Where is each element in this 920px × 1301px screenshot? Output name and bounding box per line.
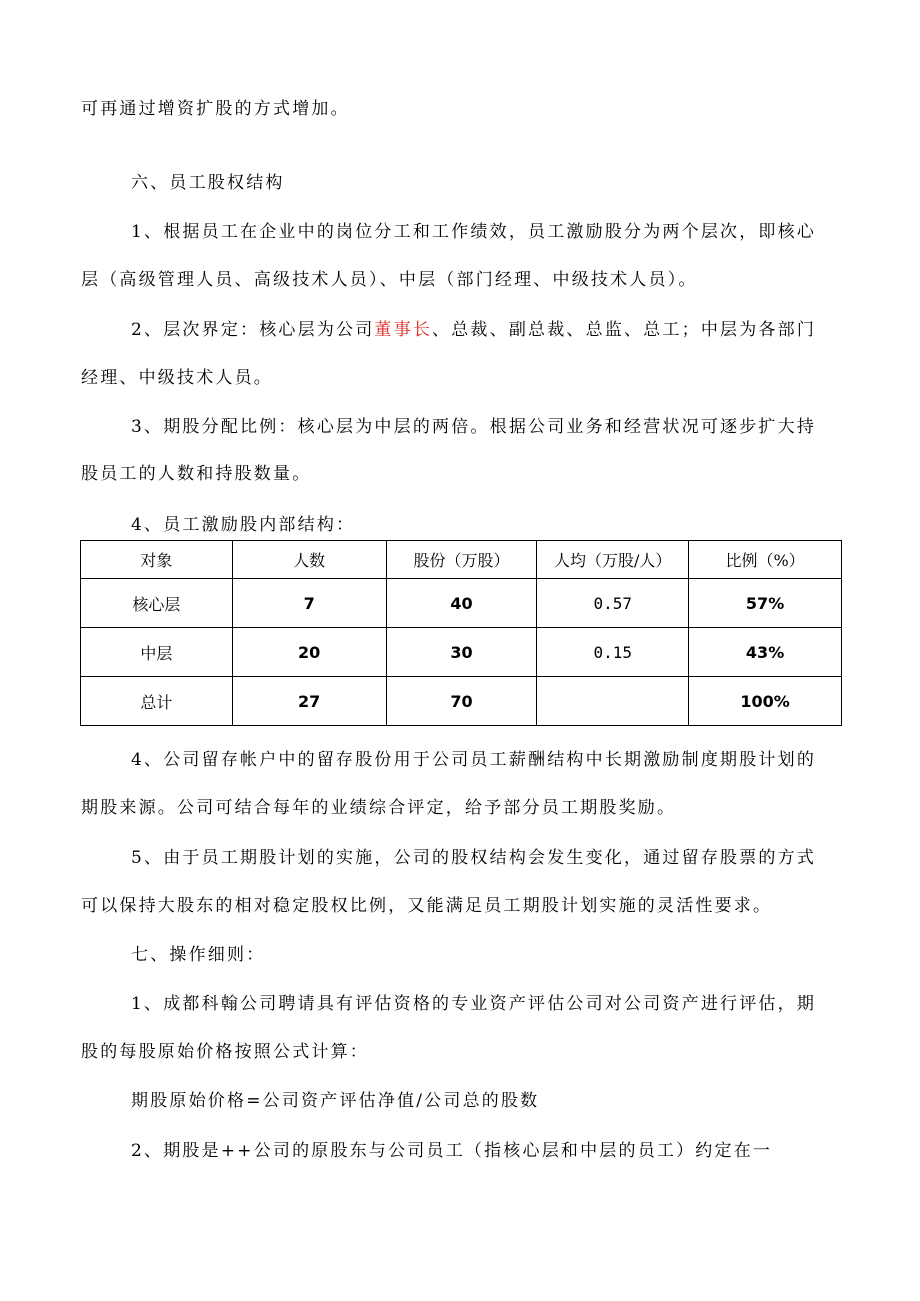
table-cell: 7 bbox=[232, 579, 386, 628]
paragraph-2-prefix: 2、层次界定：核心层为公司 bbox=[131, 320, 375, 340]
table-cell: 43% bbox=[689, 628, 842, 677]
table-header-row bbox=[81, 541, 842, 579]
table-cell: 0.57 bbox=[537, 579, 689, 628]
table-header-cell: 对象 bbox=[81, 541, 233, 579]
section-heading-7: 七、操作细则： bbox=[131, 945, 266, 965]
table-header-cell: 人数 bbox=[232, 541, 386, 579]
paragraph-3-line-1: 3、期股分配比例：核心层为中层的两倍。根据公司业务和经营状况可逐步扩大持 bbox=[131, 417, 817, 437]
table-cell: 57% bbox=[689, 579, 842, 628]
highlight-chairman: 董事长 bbox=[374, 320, 433, 340]
paragraph-7-line-2: 股的每股原始价格按照公式计算： bbox=[81, 1042, 369, 1062]
table-header-cell: 股份（万股） bbox=[386, 541, 537, 579]
table-header-cell: 人均（万股/人） bbox=[537, 541, 689, 579]
employee-stock-table bbox=[80, 540, 842, 726]
table-row bbox=[81, 677, 842, 726]
table-cell: 100% bbox=[689, 677, 842, 726]
formula: 期股原始价格=公司资产评估净值/公司总的股数 bbox=[131, 1091, 540, 1111]
table-cell: 27 bbox=[232, 677, 386, 726]
table-header-cell: 比例（%） bbox=[689, 541, 842, 579]
table-cell-label: 中层 bbox=[81, 628, 233, 677]
table-cell: 30 bbox=[386, 628, 537, 677]
paragraph-2-line-1 bbox=[131, 318, 816, 342]
table-cell: 70 bbox=[386, 677, 537, 726]
paragraph-5-line-1: 5、由于员工期股计划的实施，公司的股权结构会发生变化，通过留存股票的方式 bbox=[131, 848, 817, 868]
table-cell-label: 核心层 bbox=[81, 579, 233, 628]
paragraph-4-line-1: 4、公司留存帐户中的留存股份用于公司员工薪酬结构中长期激励制度期股计划的 bbox=[131, 750, 817, 770]
paragraph-1-line-1: 1、根据员工在企业中的岗位分工和工作绩效，员工激励股分为两个层次，即核心 bbox=[131, 222, 817, 242]
paragraph-1-line-2: 层（高级管理人员、高级技术人员）、中层（部门经理、中级技术人员）。 bbox=[81, 270, 698, 290]
table-cell-label: 总计 bbox=[81, 677, 233, 726]
paragraph-7-line-1: 1、成都科翰公司聘请具有评估资格的专业资产评估公司对公司资产进行评估，期 bbox=[131, 994, 817, 1014]
table-cell bbox=[537, 677, 689, 726]
table-cell: 20 bbox=[232, 628, 386, 677]
paragraph-5-line-2: 可以保持大股东的相对稳定股权比例，又能满足员工期股计划实施的灵活性要求。 bbox=[81, 896, 773, 916]
section-heading-6: 六、员工股权结构 bbox=[131, 173, 285, 193]
paragraph-2-line-2: 经理、中级技术人员。 bbox=[81, 368, 273, 388]
paragraph-continuation: 可再通过增资扩股的方式增加。 bbox=[81, 99, 350, 119]
table-title: 4、员工激励股内部结构： bbox=[131, 515, 356, 535]
paragraph-4-line-2: 期股来源。公司可结合每年的业绩综合评定，给予部分员工期股奖励。 bbox=[81, 798, 677, 818]
paragraph-3-line-2: 股员工的人数和持股数量。 bbox=[81, 464, 312, 484]
paragraph-2-suffix: 、总裁、副总裁、总监、总工；中层为各部门 bbox=[432, 320, 817, 340]
table-cell: 40 bbox=[386, 579, 537, 628]
table-row bbox=[81, 579, 842, 628]
table-row bbox=[81, 628, 842, 677]
paragraph-8-line-1: 2、期股是++公司的原股东与公司员工（指核心层和中层的员工）约定在一 bbox=[131, 1141, 773, 1161]
table-cell: 0.15 bbox=[537, 628, 689, 677]
